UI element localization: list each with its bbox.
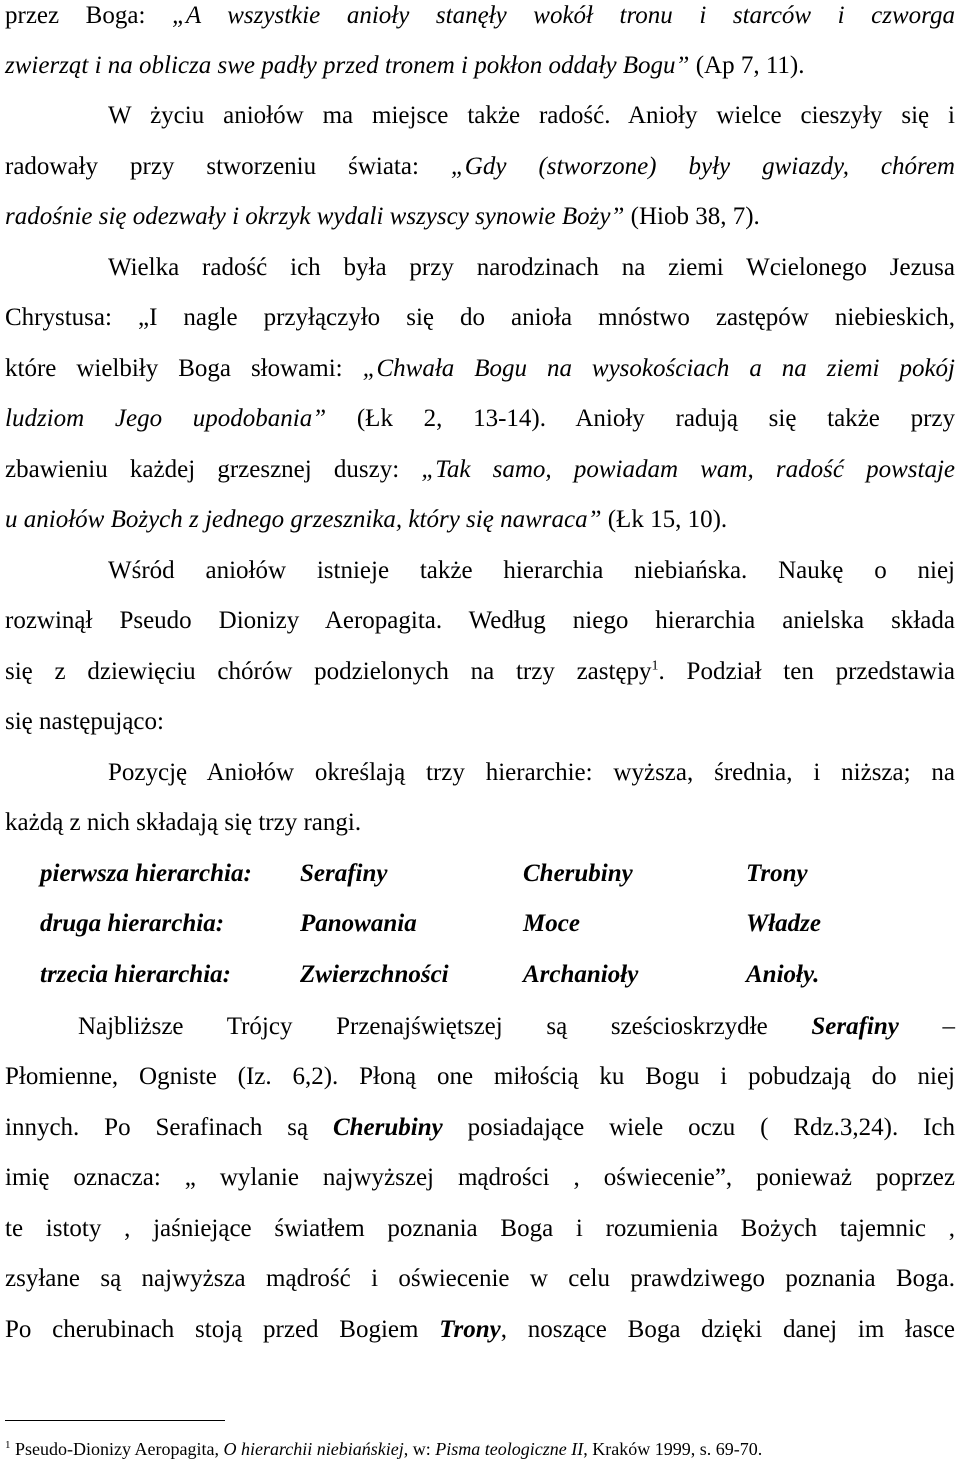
text-line	[5, 152, 955, 182]
quote-run: „Tak samo, powiadam wam, radość powstaje	[421, 456, 956, 483]
text-line: Płomienne, Ogniste (Iz. 6,2). Płoną one miłością ku Bogu i pobudzają do niej	[5, 1063, 955, 1090]
text-line	[5, 404, 955, 434]
hierarchy-label: druga hierarchia:	[40, 910, 225, 937]
text-line: rozwinął Pseudo Dionizy Aeropagita. Według niego hierarchia anielska składa	[5, 607, 955, 634]
text-line: imię oznacza: „ wylanie najwyższej mądrości , oświecenie”, ponieważ poprzez	[5, 1164, 955, 1191]
text-line	[5, 657, 955, 687]
text-line	[5, 1, 955, 31]
hierarchy-cell: Archanioły	[523, 961, 639, 988]
text-run: Najbliższe Trójcy Przenajświętszej są sześcioskrzydłe	[78, 1013, 812, 1040]
text-line: zsyłane są najwyższa mądrość i oświecenie w celu prawdziwego poznania Boga.	[5, 1265, 955, 1292]
footnote-text: , Kraków 1999, s. 69-70.	[583, 1439, 763, 1459]
footnote-title: O hierarchii niebiańskiej	[223, 1439, 404, 1459]
text-run: radowały przy stworzeniu świata:	[5, 153, 451, 180]
hierarchy-cell: Trony	[746, 860, 808, 887]
quote-run: ludziom Jego upodobania”	[5, 405, 327, 432]
text-run: innych. Po Serafinach są	[5, 1114, 333, 1141]
hierarchy-cell: Cherubiny	[523, 860, 633, 887]
citation-run: (Łk 15, 10).	[601, 506, 728, 533]
text-run: które wielbiły Boga słowami:	[5, 355, 363, 382]
text-line	[5, 505, 955, 535]
text-line: W życiu aniołów ma miejsce także radość. Anioły wielce cieszyły się i	[108, 102, 955, 129]
footnote-text: , w:	[403, 1439, 436, 1459]
text-line	[5, 202, 955, 232]
text-line: Chrystusa: „I nagle przyłączyło się do anioła mnóstwo zastępów niebieskich,	[5, 304, 955, 331]
hierarchy-cell: Zwierzchności	[300, 961, 449, 988]
text-line: Pozycję Aniołów określają trzy hierarchie: wyższa, średnia, i niższa; na	[108, 759, 955, 786]
text-line	[5, 1113, 955, 1143]
text-run: posiadające wiele oczu ( Rdz.3,24). Ich	[442, 1114, 956, 1141]
text-line: każdą z nich składają się trzy rangi.	[5, 809, 362, 836]
hierarchy-cell: Moce	[523, 910, 580, 937]
quote-run: „A wszystkie anioły stanęły wokół tronu i starców i czworga	[171, 2, 955, 29]
text-line: te istoty , jaśniejące światłem poznania Boga i rozumienia Bożych tajemnic ,	[5, 1215, 955, 1242]
text-run: . Podział ten przedstawia	[658, 658, 955, 685]
text-line	[78, 1012, 955, 1042]
hierarchy-label: trzecia hierarchia:	[40, 961, 231, 988]
quote-run: zwierząt i na oblicza swe padły przed tronem i pokłon oddały Bogu”	[5, 52, 690, 79]
hierarchy-cell: Władze	[746, 910, 821, 937]
footnote-marker: 1	[5, 1439, 11, 1451]
text-run: się z dziewięciu chórów podzielonych na trzy zastępy	[5, 658, 652, 685]
hierarchy-cell: Panowania	[300, 910, 417, 937]
emphasis-run: Serafiny	[811, 1013, 899, 1040]
text-run: –	[898, 1013, 956, 1040]
text-run: , noszące Boga dzięki danej im łasce	[500, 1316, 955, 1343]
quote-run: u aniołów Bożych z jednego grzesznika, który się nawraca”	[5, 506, 602, 533]
text-run: przez Boga:	[5, 2, 172, 29]
citation-run: (Ap 7, 11).	[689, 52, 805, 79]
quote-run: radośnie się odezwały i okrzyk wydali wszyscy synowie Boży”	[5, 203, 625, 230]
emphasis-run: Trony	[439, 1316, 501, 1343]
text-run: (Łk 2, 13-14). Anioły radują się także przy	[326, 405, 956, 432]
text-line	[5, 51, 955, 81]
text-run: Po cherubinach stoją przed Bogiem	[5, 1316, 440, 1343]
hierarchy-cell: Anioły.	[746, 961, 820, 988]
citation-run: (Hiob 38, 7).	[624, 203, 760, 230]
hierarchy-label: pierwsza hierarchia:	[40, 860, 252, 887]
footnote	[5, 1438, 762, 1460]
text-run: zbawieniu każdej grzesznej duszy:	[5, 456, 422, 483]
text-line: Wielka radość ich była przy narodzinach na ziemi Wcielonego Jezusa	[108, 254, 955, 281]
footnote-separator	[5, 1420, 225, 1421]
text-line	[5, 1315, 955, 1345]
text-line	[5, 455, 955, 485]
text-line	[5, 354, 955, 384]
footnote-text: Pseudo-Dionizy Aeropagita,	[10, 1439, 224, 1459]
footnote-marker: 1	[651, 658, 659, 674]
text-line: Wśród aniołów istnieje także hierarchia niebiańska. Naukę o niej	[108, 557, 955, 584]
emphasis-run: Cherubiny	[332, 1114, 443, 1141]
quote-run: „Chwała Bogu na wysokościach a na ziemi pokój	[362, 355, 956, 382]
text-line: się następująco:	[5, 708, 164, 735]
hierarchy-cell: Serafiny	[300, 860, 388, 887]
quote-run: „Gdy (stworzone) były gwiazdy, chórem	[450, 153, 955, 180]
footnote-title: Pisma teologiczne II	[435, 1439, 584, 1459]
